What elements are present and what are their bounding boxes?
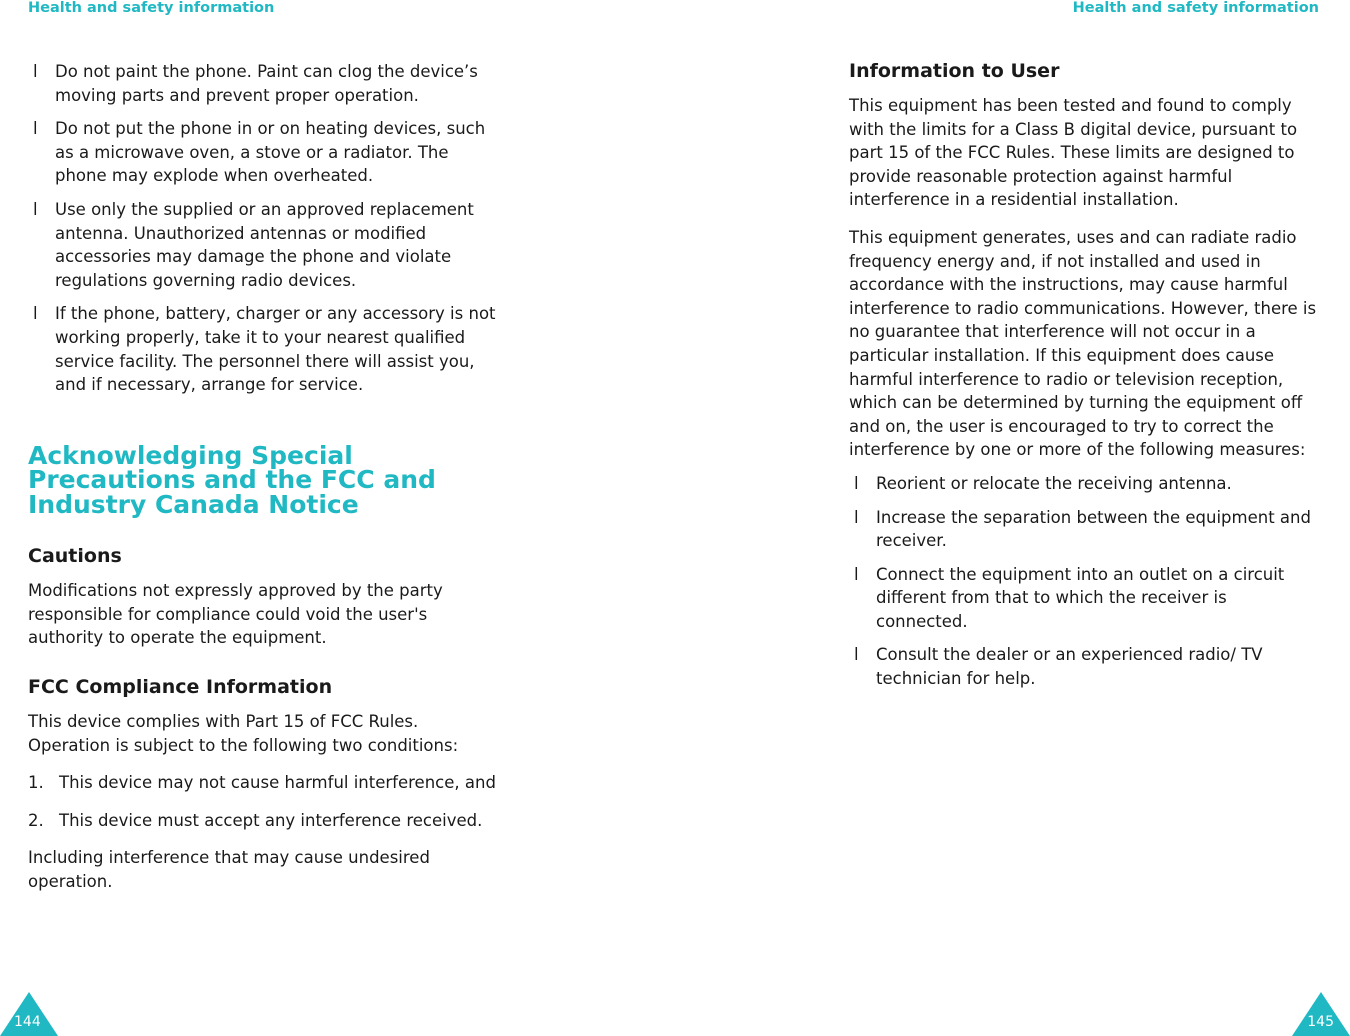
condition-number: 2. [28, 810, 44, 830]
list-item [849, 472, 1319, 496]
measure-text: Increase the separation between the equipment and receiver. [876, 507, 1311, 551]
conditions-list [28, 771, 500, 832]
fcc-intro: This device complies with Part 15 of FCC Rules. Operation is subject to the following two conditions: [28, 712, 459, 755]
bullet-text: Use only the supplied or an approved replacement antenna. Unauthorized antennas or modified accessories may damage the phone and violate regulations governing radio devices. [55, 199, 474, 290]
list-item [28, 809, 500, 833]
bullet-text: Do not paint the phone. Paint can clog the device’s moving parts and prevent proper operation. [55, 62, 478, 105]
right-page [675, 0, 1350, 1036]
measure-text: Consult the dealer or an experienced radio/ TV technician for help. [876, 645, 1263, 689]
info-paragraph-1: This equipment has been tested and found to comply with the limits for a Class B digital device, pursuant to part 15 of the FCC Rules. These limits are designed to provide reasonable protection against harmful interference in a residential installation. [849, 96, 1298, 210]
list-item [849, 563, 1319, 634]
list-item [28, 198, 500, 292]
right-column [849, 60, 1319, 701]
page-number-tab-left [0, 992, 58, 1036]
safety-bullet-list [28, 60, 500, 397]
info-heading: Information to User [849, 60, 1060, 82]
list-item [849, 506, 1319, 553]
bullet-text: If the phone, battery, charger or any accessory is not working properly, take it to your nearest qualified service facility. The personnel there will assist you, and if necessary, arrange for service. [55, 304, 496, 395]
condition-text: This device may not cause harmful interference, and [59, 773, 496, 793]
bullet-marker: l [33, 119, 38, 139]
cautions-heading: Cautions [28, 545, 122, 568]
fcc-closing: Including interference that may cause undesired operation. [28, 848, 430, 891]
running-head-left: Health and safety information [28, 0, 275, 16]
list-item [849, 643, 1319, 690]
bullet-text: Do not put the phone in or on heating devices, such as a microwave oven, a stove or a radiator. The phone may explode when overheated. [55, 119, 486, 186]
bullet-marker: l [854, 645, 859, 665]
condition-text: This device must accept any interference received. [59, 810, 483, 830]
list-item [28, 302, 500, 396]
info-paragraph-2: This equipment generates, uses and can radiate radio frequency energy and, if not installed and used in accordance with the instructions, may cause harmful interference to radio communications. However, there is no guarantee that interference will not occur in a particular installation. If this equipment does cause harmful interference to radio or television reception, which can be determined by turning the equipment off and on, the user is encouraged to try to correct the interference by one or more of the following measures: [849, 227, 1317, 460]
condition-number: 1. [28, 773, 44, 793]
bullet-marker: l [33, 62, 38, 81]
bullet-marker: l [854, 507, 859, 527]
measure-text: Connect the equipment into an outlet on a circuit different from that to which the receiver is connected. [876, 564, 1285, 631]
list-item [28, 60, 500, 107]
measures-list [849, 472, 1319, 691]
measure-text: Reorient or relocate the receiving antenna. [876, 473, 1232, 493]
fcc-heading: FCC Compliance Information [28, 676, 333, 698]
left-column [28, 60, 500, 908]
list-item [28, 117, 500, 188]
running-head-right: Health and safety information [1072, 0, 1319, 16]
cautions-text: Modifications not expressly approved by the party responsible for compliance could void the user's authority to operate the equipment. [28, 581, 443, 648]
bullet-marker: l [854, 564, 859, 584]
section-title: Acknowledging Special Precautions and the FCC and Industry Canada Notice [28, 440, 436, 519]
bullet-marker: l [854, 473, 859, 493]
list-item [28, 771, 500, 795]
page-number: 144 [14, 1014, 41, 1030]
bullet-marker: l [33, 199, 38, 219]
bullet-marker: l [33, 304, 38, 324]
page-number-tab-right [1292, 992, 1350, 1036]
page-number: 145 [1307, 1014, 1334, 1030]
